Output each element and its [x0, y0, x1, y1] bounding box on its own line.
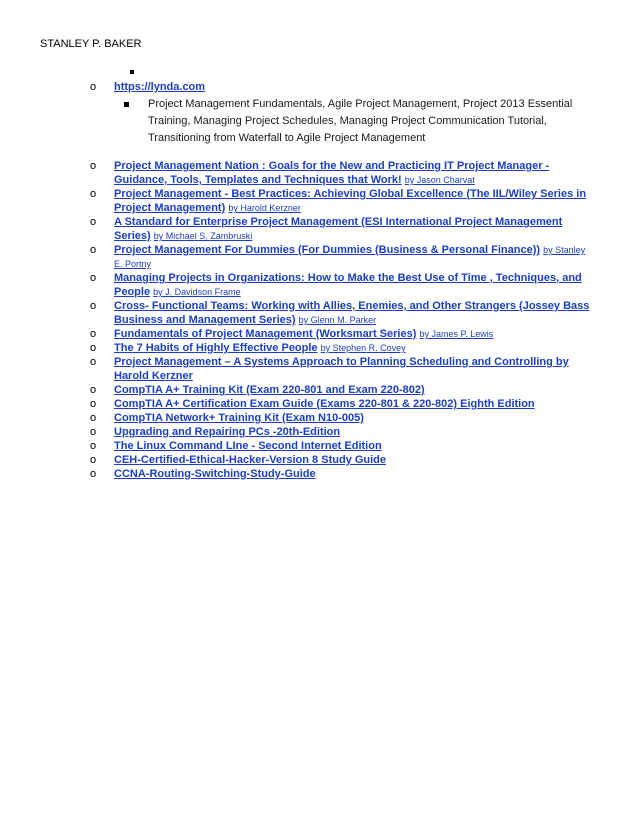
list-item-book	[90, 243, 590, 271]
book-title-link[interactable]: Project Management - Best Practices: Achieving Global Excellence (The IIL/Wiley Series in Project Management)	[114, 188, 587, 214]
book-author[interactable]: by Jason Charvat	[404, 175, 475, 185]
book-title-link[interactable]: CompTIA A+ Training Kit (Exam 220-801 and Exam 220-802)	[114, 384, 425, 396]
book-title-link[interactable]: CEH-Certified-Ethical-Hacker-Version 8 Study Guide	[114, 454, 387, 466]
book-author[interactable]: by Harold Kerzner	[228, 203, 301, 213]
book-title-link[interactable]: A Standard for Enterprise Project Management (ESI International Project Management Series)	[114, 216, 563, 242]
book-title-link[interactable]: CompTIA A+ Certification Exam Guide (Exams 220-801 & 220-802) Eighth Edition	[114, 398, 535, 410]
book-title-link[interactable]: Project Management Nation : Goals for the New and Practicing IT Project Manager - Guidance, Tools, Templates and Techniques that Work!	[114, 160, 550, 186]
list-item-book	[90, 425, 590, 439]
header-name: STANLEY P. BAKER	[40, 38, 142, 50]
list-item-book	[90, 327, 590, 341]
list-item-book	[90, 467, 590, 481]
book-author[interactable]: by J. Davidson Frame	[153, 287, 241, 297]
book-title-link[interactable]: Fundamentals of Project Management (Worksmart Series)	[114, 328, 417, 340]
list-item-book	[90, 411, 590, 425]
list-item-book	[90, 187, 590, 215]
list-item-book	[90, 453, 590, 467]
resource-list	[90, 80, 590, 481]
book-author[interactable]: by Glenn M. Parker	[298, 315, 377, 325]
list-item-book	[90, 439, 590, 453]
book-title-link[interactable]: CompTIA Network+ Training Kit (Exam N10-005)	[114, 412, 364, 424]
list-item-book	[90, 341, 590, 355]
square-bullet-icon	[130, 70, 134, 74]
list-item-book	[90, 271, 590, 299]
list-item-book	[90, 299, 590, 327]
book-title-link[interactable]: The 7 Habits of Highly Effective People	[114, 342, 318, 354]
book-title-link[interactable]: Upgrading and Repairing PCs -20th-Edition	[114, 426, 341, 438]
book-title-link[interactable]: The Linux Command LIne - Second Internet Edition	[114, 440, 382, 452]
list-item-lynda	[90, 80, 590, 147]
book-author[interactable]: by Stephen R. Covey	[320, 343, 406, 353]
list-item-book	[90, 215, 590, 243]
book-title-link[interactable]: Project Management – A Systems Approach to Planning Scheduling and Controlling by Harold Kerzner	[114, 356, 569, 382]
book-author[interactable]: by James P. Lewis	[419, 329, 494, 339]
list-item-book	[90, 355, 590, 383]
lynda-sublist	[114, 96, 590, 147]
book-title-link[interactable]: Cross- Functional Teams: Working with Allies, Enemies, and Other Strangers (Jossey Bass Business and Management Series)	[114, 300, 590, 326]
book-title-link[interactable]: Project Management For Dummies (For Dummies (Business & Personal Finance))	[114, 244, 541, 256]
book-author[interactable]: by Michael S. Zambruski	[153, 231, 253, 241]
book-author[interactable]: by Stanley E. Portny	[114, 245, 586, 269]
lynda-link[interactable]: https://lynda.com	[114, 81, 206, 93]
list-item-book	[90, 397, 590, 411]
book-title-link[interactable]: Managing Projects in Organizations: How to Make the Best Use of Time , Techniques, and People	[114, 272, 582, 298]
book-title-link[interactable]: CCNA-Routing-Switching-Study-Guide	[114, 468, 316, 480]
lynda-courses: Project Management Fundamentals, Agile Project Management, Project 2013 Essential Training, Managing Project Schedules, Managing Project Communication Tutorial, Transitioning from Waterfall to Agile Project Management	[114, 96, 590, 147]
list-item-book	[90, 159, 590, 187]
list-item-book	[90, 383, 590, 397]
